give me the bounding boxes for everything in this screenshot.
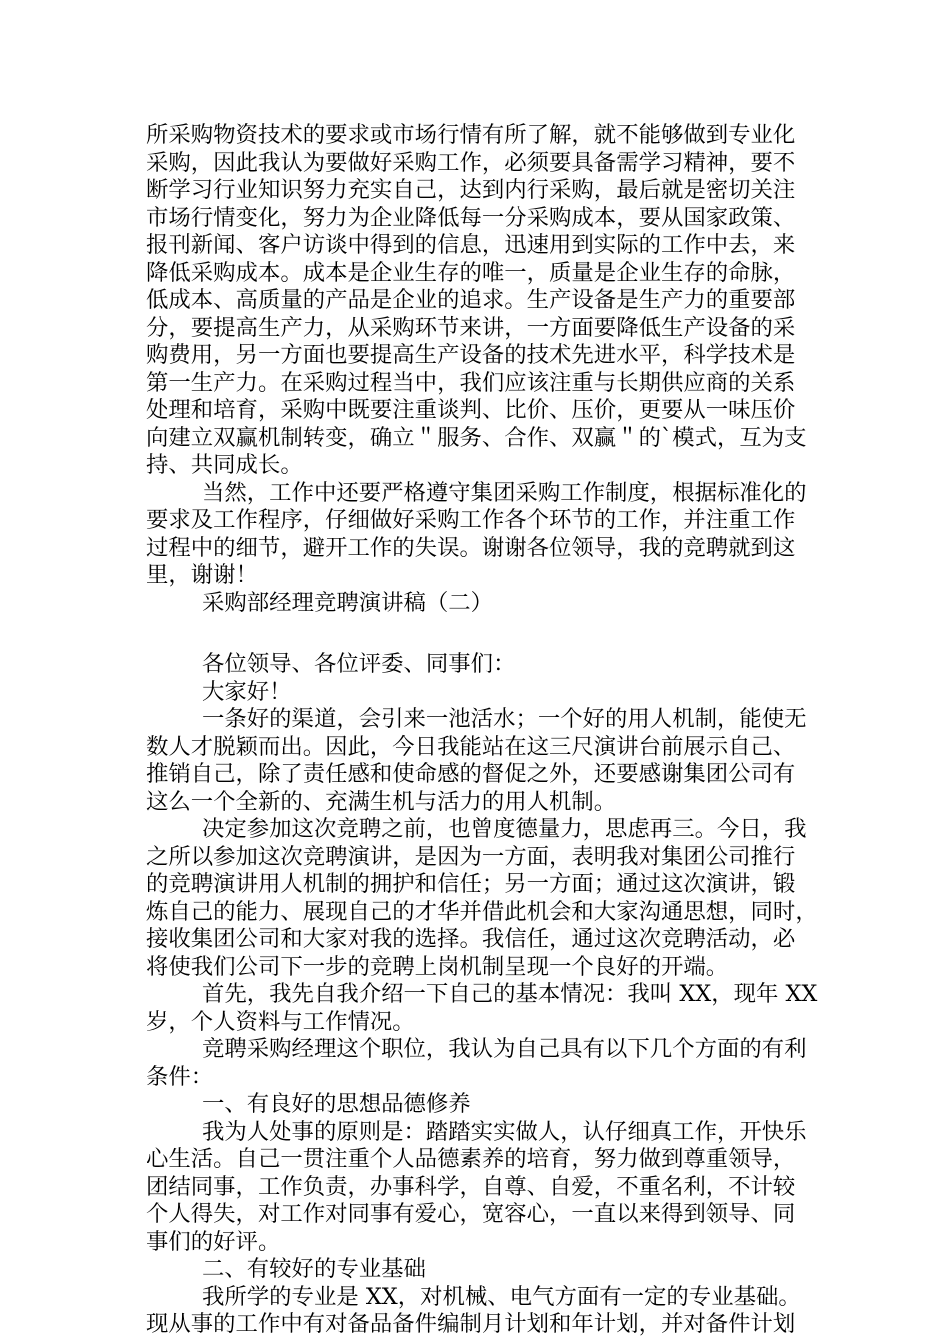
text-line: 之所以参加这次竞聘演讲，是因为一方面，表明我对集团公司推行 (146, 843, 796, 870)
text-line: 分，要提高生产力，从采购环节来讲，一方面要降低生产设备的采 (146, 314, 796, 341)
paragraph (146, 1284, 814, 1339)
text-line: 条件： (146, 1063, 214, 1090)
paragraph (146, 981, 818, 1036)
paragraph (146, 679, 814, 707)
text-line: 竞聘采购经理这个职位，我认为自己具有以下几个方面的有利 (202, 1036, 807, 1062)
paragraph (146, 706, 814, 816)
text-line: 数人才脱颖而出。因此，今日我能站在这三尺演讲台前展示自己、 (146, 733, 796, 760)
text-line: 当然，工作中还要严格遵守集团采购工作制度，根据标准化的 (202, 479, 807, 506)
paragraph (146, 1256, 814, 1284)
text-line: 二、有较好的专业基础 (202, 1256, 426, 1282)
text-line: 降低采购成本。成本是企业生存的唯一，质量是企业生存的命脉， (146, 259, 796, 286)
blank-line (146, 617, 814, 651)
text-line: 现从事的工作中有对备品备件编制月计划和年计划，并对备件计划 (146, 1311, 796, 1337)
text-line: 持、共同成长。 (146, 452, 303, 478)
text-line: 炼自己的能力、展现自己的才华并借此机会和大家沟通思想，同时， (146, 898, 818, 925)
paragraph (146, 480, 814, 590)
text-line: 断学习行业知识努力充实自己，达到内行采购，最后就是密切关注 (146, 177, 796, 203)
paragraph (146, 1091, 814, 1119)
text-line: 采购部经理竞聘演讲稿（二） (202, 589, 494, 616)
text-line: 岁，个人资料与工作情况。 (146, 1008, 415, 1035)
text-line: 报刊新闻、客户访谈中得到的信息，迅速用到实际的工作中去，来 (146, 232, 796, 258)
text-line: 要求及工作程序，仔细做好采购工作各个环节的工作，并注重工作 (146, 507, 796, 533)
paragraph (146, 122, 814, 480)
text-line: 里，谢谢！ (146, 562, 258, 588)
text-line: 这么一个全新的、充满生机与活力的用人机制。 (146, 788, 617, 815)
text-line: 心生活。自己一贯注重个人品德素养的培育，努力做到尊重领导， (146, 1146, 796, 1172)
text-line: 接收集团公司和大家对我的选择。我信任，通过这次竞聘活动，必 (146, 926, 796, 952)
text-line: 首先，我先自我介绍一下自己的基本情况：我叫 XX，现年 XX (202, 981, 818, 1007)
text-line: 团结同事，工作负责，办事科学，自尊、自爱，不重名利，不计较 (146, 1173, 796, 1200)
text-line: 我为人处事的原则是：踏踏实实做人，认仔细真工作，开快乐 (202, 1118, 807, 1145)
text-line: 采购，因此我认为要做好采购工作，必须要具备需学习精神，要不 (146, 149, 796, 176)
text-line: 处理和培育，采购中既要注重谈判、比价、压价，更要从一味压价 (146, 397, 796, 423)
text-line: 一、有良好的思想品德修养 (202, 1091, 471, 1117)
text-line: 购费用，另一方面也要提高生产设备的技术先进水平，科学技术是 (146, 342, 796, 368)
paragraph (146, 590, 814, 618)
text-line: 各位领导、各位评委、同事们： (202, 651, 516, 677)
text-line: 市场行情变化，努力为企业降低每一分采购成本，要从国家政策、 (146, 204, 796, 231)
text-line: 向建立双赢机制转变，确立＂服务、合作、双赢＂的`模式，互为支 (146, 424, 807, 451)
text-line: 低成本、高质量的产品是企业的追求。生产设备是生产力的重要部 (146, 287, 796, 313)
paragraph (146, 1119, 814, 1257)
text-line: 个人得失，对工作对同事有爱心，宽容心，一直以来得到领导、同 (146, 1201, 796, 1227)
text-line: 大家好！ (202, 678, 292, 705)
text-line: 决定参加这次竞聘之前，也曾度德量力，思虑再三。今日，我 (202, 816, 807, 842)
paragraph (146, 816, 818, 981)
document-page (146, 122, 818, 1339)
text-line: 所采购物资技术的要求或市场行情有所了解，就不能够做到专业化 (146, 122, 796, 148)
text-line: 推销自己，除了责任感和使命感的督促之外，还要感谢集团公司有 (146, 761, 796, 787)
text-line: 事们的好评。 (146, 1228, 281, 1255)
text-line: 我所学的专业是 XX，对机械、电气方面有一定的专业基础。 (202, 1283, 801, 1310)
text-line: 的竞聘演讲用人机制的拥护和信任；另一方面；通过这次演讲，锻 (146, 871, 796, 897)
text-line: 将使我们公司下一步的竞聘上岗机制呈现一个良好的开端。 (146, 953, 729, 980)
paragraph (146, 1036, 814, 1091)
paragraph (146, 651, 814, 679)
text-line: 一条好的渠道，会引来一池活水；一个好的用人机制，能使无 (202, 706, 807, 732)
text-line: 过程中的细节，避开工作的失误。谢谢各位领导，我的竞聘就到这 (146, 534, 796, 561)
text-line: 第一生产力。在采购过程当中，我们应该注重与长期供应商的关系 (146, 369, 796, 396)
